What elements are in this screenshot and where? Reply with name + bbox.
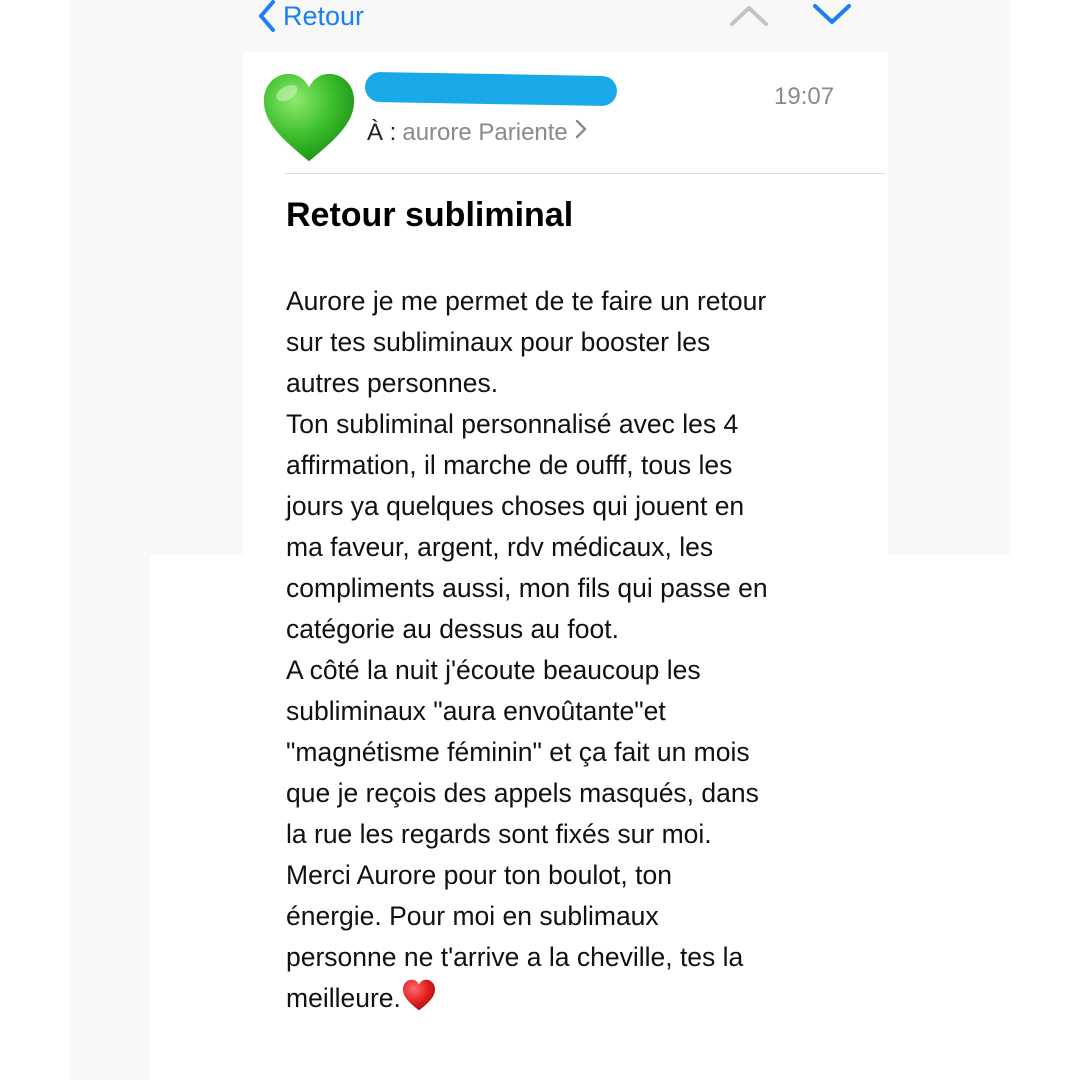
message-time: 19:07 (774, 83, 835, 110)
sender-name[interactable] (367, 74, 619, 108)
body-line: personne ne t'arrive a la cheville, tes la (286, 942, 744, 972)
recipient-label: À : (367, 118, 397, 146)
next-message-button[interactable] (811, 0, 853, 30)
chevron-right-icon[interactable] (574, 118, 588, 147)
body-line: catégorie au dessus au foot. (286, 614, 619, 644)
body-line: subliminaux "aura envoûtante"et (286, 696, 666, 726)
mail-screen (243, 0, 888, 1080)
body-line: que je reçois des appels masqués, dans (286, 778, 759, 808)
body-line: Ton subliminal personnalisé avec les 4 (286, 409, 739, 439)
body-line: ma faveur, argent, rdv médicaux, les (286, 532, 714, 562)
body-line: la rue les regards sont fixés sur moi. (286, 819, 712, 849)
green-heart-icon (261, 70, 357, 166)
back-label: Retour (283, 0, 365, 31)
body-line: Aurore je me permet de te faire un retour (286, 286, 767, 316)
body-line: A côté la nuit j'écoute beaucoup les (286, 655, 701, 685)
red-heart-icon (402, 979, 436, 1023)
body-line-last (286, 978, 866, 1023)
message-subject: Retour subliminal (286, 196, 574, 234)
message-body (286, 281, 866, 1023)
body-line: jours ya quelques choses qui jouent en (286, 491, 745, 521)
background-strip-left (0, 0, 70, 1080)
body-line: autres personnes. (286, 368, 499, 398)
previous-message-button[interactable] (728, 0, 770, 30)
recipient-name[interactable]: aurore Pariente (402, 118, 568, 146)
background-strip-right (1010, 0, 1080, 1080)
body-line: sur tes subliminaux pour booster les (286, 327, 711, 357)
header-divider (285, 173, 885, 174)
recipient-row (367, 118, 588, 147)
chevron-up-icon (728, 17, 770, 34)
message-header (243, 52, 888, 174)
chevron-down-icon (811, 17, 853, 34)
body-line: Merci Aurore pour ton boulot, ton (286, 860, 672, 890)
back-button[interactable] (257, 0, 364, 34)
body-line: compliments aussi, mon fils qui passe en (286, 573, 768, 603)
body-line: énergie. Pour moi en sublimaux (286, 901, 659, 931)
navigation-bar (243, 0, 888, 52)
chevron-left-icon (257, 0, 277, 33)
body-line: "magnétisme féminin" et ça fait un mois (286, 737, 750, 767)
redaction-mark (365, 72, 617, 106)
body-line-text: meilleure. (286, 983, 401, 1013)
body-line: affirmation, il marche de oufff, tous les (286, 450, 733, 480)
